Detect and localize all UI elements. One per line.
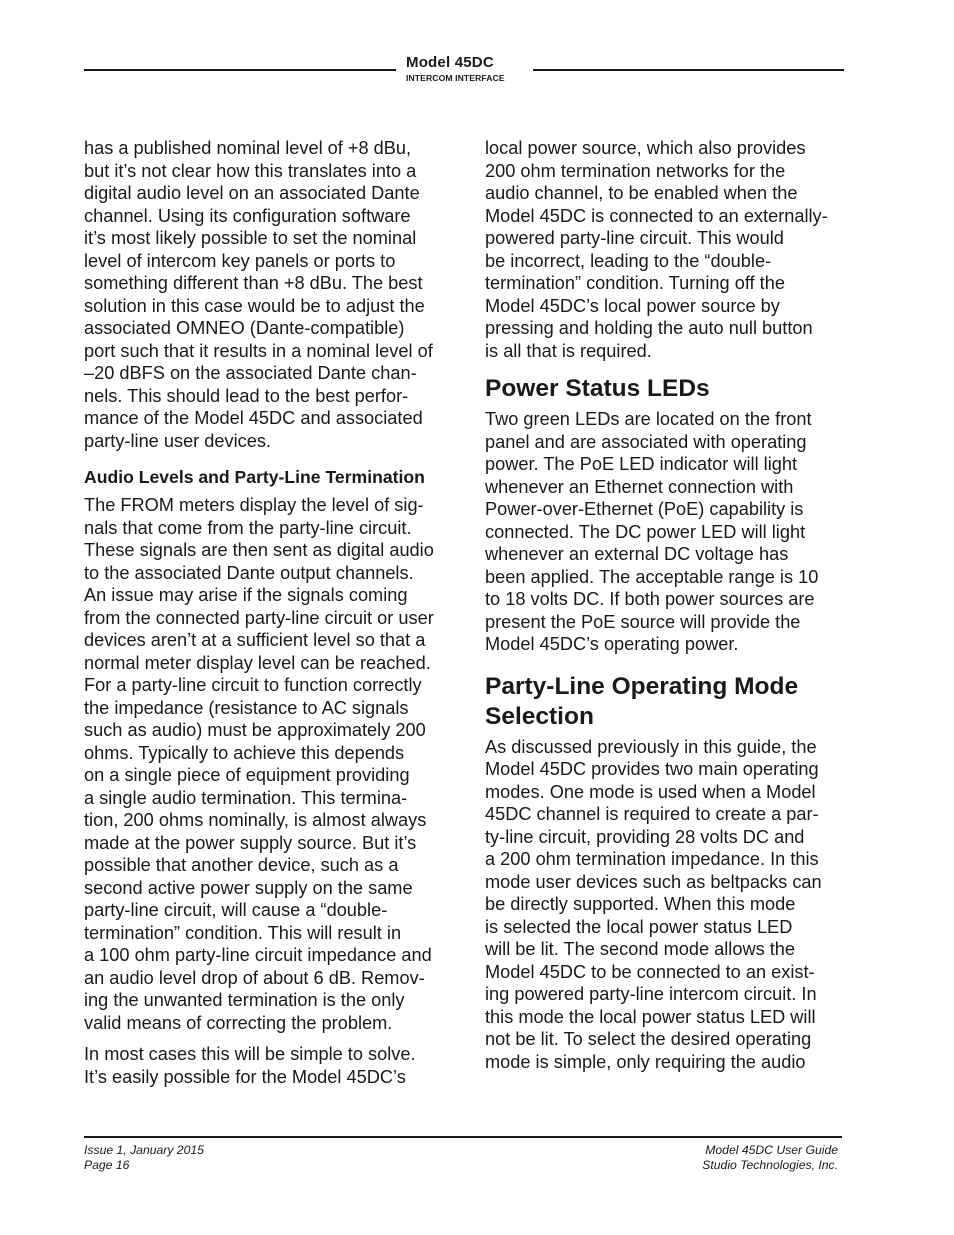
header-rule-left	[84, 69, 396, 71]
footer-right	[702, 1143, 838, 1173]
header-rule-right	[533, 69, 844, 71]
footer-left	[84, 1143, 204, 1173]
left-paragraph-3: In most cases this will be simple to solve. It’s easily possible for the Model 45DC’s	[84, 1044, 416, 1087]
subheading-audio-levels: Audio Levels and Party-Line Termination	[84, 467, 425, 487]
left-column	[84, 137, 456, 1097]
footer-rule	[84, 1136, 842, 1138]
right-paragraph-3: As discussed previously in this guide, the Model 45DC provides two main operating modes. One mode is used when a Model 45DC channel is required to create a par- ty-line circuit, providing 28 volts DC and a 200 ohm termination impedance. In this mode user devices such as beltpacks can be directly supported. When this mode is selected the local power status LED will be lit. The second mode allows the Model 45DC to be connected to an exist- ing powered party-line intercom circuit. In this mode the local power status LED will not be lit. To select the desired operating mode is simple, only requiring the audio	[485, 736, 822, 1072]
left-paragraph-1: has a published nominal level of +8 dBu, but it’s not clear how this translates into a digital audio level on an associated Dante channel. Using its configuration software it’s most likely possible to set the nominal level of intercom key panels or ports to something different than +8 dBu. The best solution in this case would be to adjust the associated OMNEO (Dante-compatible) port such that it results in a nominal level of –20 dBFS on the associated Dante chan- nels. This should lead to the best perfor- mance of the Model 45DC and associated party-line user devices.	[84, 138, 433, 451]
footer-company: Studio Technologies, Inc.	[702, 1158, 838, 1172]
right-paragraph-2: Two green LEDs are located on the front panel and are associated with operating power. The PoE LED indicator will light whenever an Ethernet connection with Power-over-Ethernet (PoE) capability is connected. The DC power LED will light whenever an external DC voltage has been applied. The acceptable range is 10 to 18 volts DC. If both power sources are present the PoE source will provide the Model 45DC’s operating power.	[485, 409, 819, 654]
heading-power-status-leds: Power Status LEDs	[485, 375, 710, 402]
left-paragraph-2: The FROM meters display the level of sig- nals that come from the party-line circuit. These signals are then sent as digital audio to the associated Dante output channels. An issue may arise if the signals coming from the connected party-line circuit or user devices aren’t at a sufficient level so that a normal meter display level can be reached. For a party-line circuit to function correctly the impedance (resistance to AC signals such as audio) must be approximately 200 ohms. Typically to achieve this depends on a single piece of equipment providing a single audio termination. This termina- tion, 200 ohms nominally, is almost always made at the power supply source. But it’s possible that another device, such as a second active power supply on the same party-line circuit, will cause a “double- termination” condition. This will result in a 100 ohm party-line circuit impedance and an audio level drop of about 6 dB. Remov- ing the unwanted termination is the only valid means of correcting the problem.	[84, 495, 434, 1033]
footer-guide-title: Model 45DC User Guide	[705, 1143, 838, 1157]
right-column	[485, 137, 851, 1082]
right-paragraph-1: local power source, which also provides 200 ohm termination networks for the audio channel, to be enabled when the Model 45DC is connected to an externally- powered party-line circuit. This would be incorrect, leading to the “double- termination” condition. Turning off the Model 45DC’s local power source by pressing and holding the auto null button is all that is required.	[485, 138, 828, 361]
footer-page-number: Page 16	[84, 1158, 130, 1172]
header-subtitle: INTERCOM INTERFACE	[406, 73, 505, 83]
footer-issue: Issue 1, January 2015	[84, 1143, 204, 1157]
header-title: Model 45DC	[406, 54, 494, 71]
heading-operating-mode-selection: Party-Line Operating Mode Selection	[485, 672, 799, 730]
